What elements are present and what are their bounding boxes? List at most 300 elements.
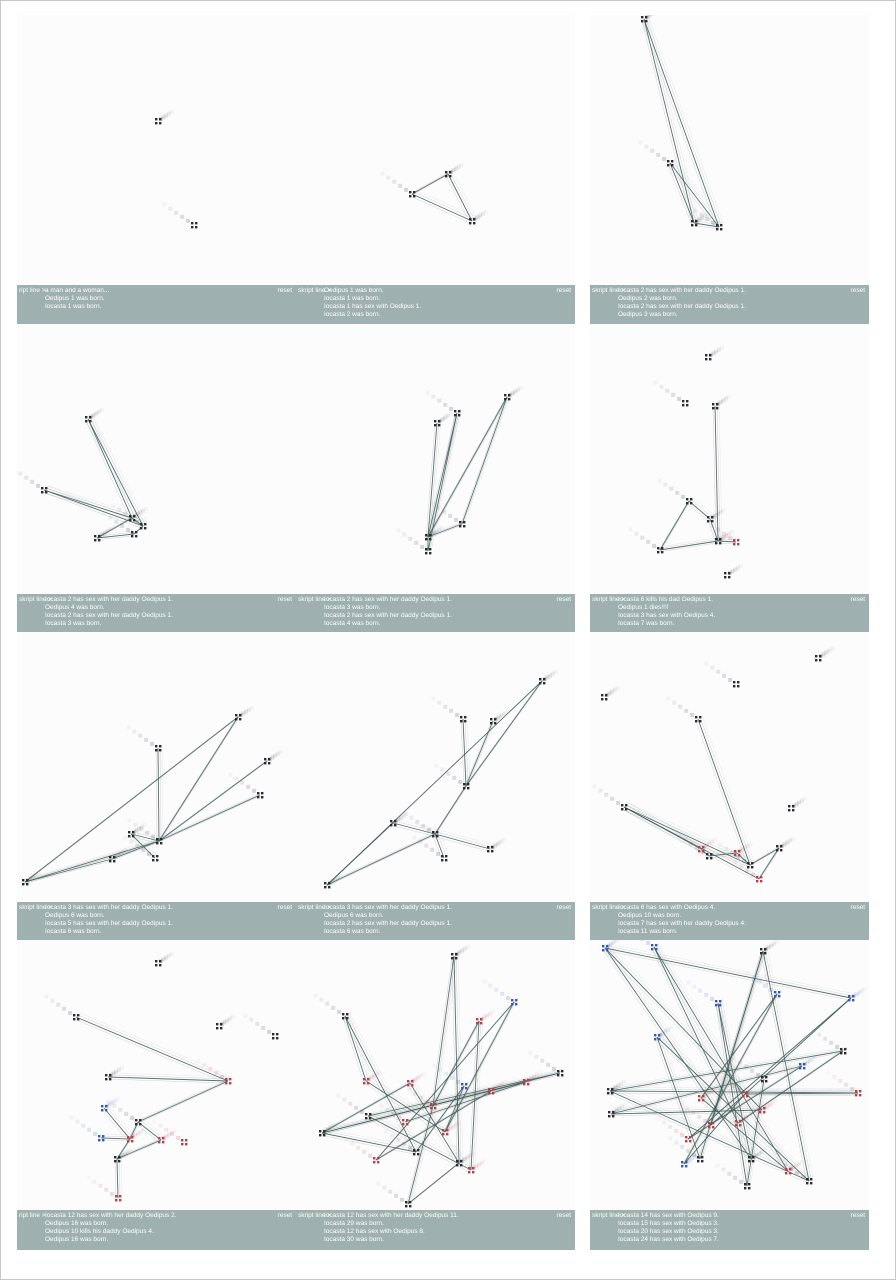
- node-trail: [180, 215, 184, 219]
- relation-edge: [372, 1112, 475, 1166]
- relation-edge: [716, 543, 734, 544]
- script-line-text: Oedipus 16 was born.: [45, 1220, 109, 1227]
- relation-edge: [25, 859, 112, 882]
- relation-edge: [752, 846, 781, 863]
- relation-edge: [754, 844, 783, 861]
- node-trail: [261, 1026, 265, 1030]
- reset-button[interactable]: reset: [850, 287, 865, 294]
- node-trail: [634, 532, 638, 536]
- script-line-text: Oedipus 1 dies!!!!: [618, 604, 669, 611]
- script-line-label: skript line >: [298, 1212, 332, 1219]
- node-trail: [337, 1010, 341, 1014]
- relation-edge: [662, 499, 691, 548]
- node-trail: [646, 941, 650, 945]
- relation-edge: [609, 944, 855, 994]
- node-trail: [440, 768, 444, 772]
- relation-edge: [115, 1161, 116, 1200]
- person-node: [155, 118, 161, 124]
- script-line-text: Iocasta 1 was born.: [324, 295, 381, 302]
- relation-edge: [345, 1016, 366, 1081]
- frame-panel-1: [17, 15, 296, 325]
- script-line-text: Iocasta 7 was born.: [618, 620, 675, 627]
- node-trail: [502, 838, 506, 842]
- person-node: [191, 222, 197, 228]
- node-trail: [279, 750, 283, 754]
- node-trail: [133, 823, 137, 827]
- relation-edge: [462, 397, 507, 524]
- node-trail: [644, 145, 648, 149]
- node-trail: [69, 1116, 73, 1120]
- relation-edge: [42, 492, 130, 520]
- relation-edge: [161, 715, 240, 839]
- node-trail: [267, 1030, 271, 1034]
- node-trail: [616, 686, 620, 690]
- script-line-text: Iocasta 6 kills his dad Oedipus 1.: [618, 596, 714, 603]
- relation-edge: [163, 791, 264, 837]
- relation-edge: [406, 1108, 431, 1206]
- reset-button[interactable]: reset: [277, 1212, 292, 1219]
- node-trail: [356, 1146, 360, 1150]
- relation-edge: [470, 677, 546, 782]
- network-visualization: [590, 324, 869, 594]
- iocasta-node: [158, 1137, 164, 1143]
- node-trail: [246, 785, 250, 789]
- script-line-text: Iocasta 12 has sex with her daddy Oedipus 2.: [45, 1212, 177, 1219]
- network-visualization: [296, 15, 575, 285]
- node-trail: [240, 781, 244, 785]
- node-trail: [313, 994, 317, 998]
- script-line-label: skript line >: [298, 287, 332, 294]
- node-trail: [402, 533, 406, 537]
- node-trail: [446, 772, 450, 776]
- node-trail: [684, 709, 688, 713]
- script-line-text: Oedipus 10 kills his daddy Oedipus 4.: [45, 1228, 154, 1235]
- relation-edge: [414, 192, 474, 219]
- network-visualization: [296, 324, 575, 594]
- script-line-label: skript line >: [19, 904, 53, 911]
- node-trail: [652, 544, 656, 548]
- relation-edge: [162, 744, 163, 837]
- relation-edge: [157, 763, 265, 843]
- node-trail: [449, 412, 453, 416]
- script-line-text: Oedipus 1 was born.: [324, 287, 384, 294]
- person-node: [140, 523, 146, 529]
- relation-edge: [117, 1159, 118, 1198]
- node-trail: [528, 1051, 532, 1055]
- node-trail: [604, 793, 608, 797]
- relation-edge: [437, 784, 468, 832]
- node-trail: [466, 945, 470, 949]
- node-trail: [638, 141, 642, 145]
- relation-edge: [23, 843, 157, 884]
- relation-edge: [628, 803, 763, 875]
- node-trail: [650, 149, 654, 153]
- node-trail: [110, 1192, 114, 1196]
- relation-edge: [29, 713, 242, 878]
- node-trail: [164, 1128, 168, 1132]
- script-line-bar: [17, 594, 296, 634]
- relation-edge: [450, 172, 474, 219]
- node-trail: [170, 952, 174, 956]
- node-trail: [404, 188, 408, 192]
- script-lines: [618, 904, 746, 936]
- relation-edge: [160, 746, 161, 839]
- node-trail: [617, 940, 621, 941]
- relation-edge: [608, 1093, 807, 1183]
- script-line-bar: [590, 902, 869, 942]
- node-trail: [243, 1014, 247, 1018]
- node-trail: [724, 847, 728, 851]
- node-trail: [452, 776, 456, 780]
- frame-panel-7: [17, 632, 296, 942]
- node-trail: [98, 1184, 102, 1188]
- relation-edge: [158, 748, 159, 841]
- node-trail: [677, 397, 681, 401]
- script-line-text: Iocasta 2 has sex with her daddy Oedipus 1.: [324, 920, 452, 927]
- relation-edge: [736, 1053, 841, 1125]
- relation-edge: [159, 761, 267, 841]
- node-trail: [519, 386, 523, 390]
- relation-edge: [408, 1106, 433, 1204]
- node-trail: [722, 674, 726, 678]
- script-line-text: Iocasta 1 was born.: [45, 303, 102, 310]
- node-trail: [342, 1098, 346, 1102]
- node-trail: [174, 211, 178, 215]
- script-line-bar: [590, 1210, 869, 1250]
- relation-edge: [426, 415, 455, 539]
- node-trail: [672, 701, 676, 705]
- node-trail: [692, 985, 696, 989]
- script-line-text: Iocasta 3 has sex with her daddy Oedipus 1.: [324, 904, 452, 911]
- relation-edge: [119, 1157, 120, 1196]
- relation-edge: [693, 497, 714, 515]
- node-trail: [681, 495, 685, 499]
- frame-panel-12: [590, 940, 869, 1250]
- script-line-bar: [296, 285, 575, 325]
- script-line-bar: [296, 902, 575, 942]
- network-visualization: [17, 632, 296, 902]
- node-trail: [112, 1104, 116, 1108]
- node-trail: [415, 820, 419, 824]
- node-trail: [81, 1124, 85, 1128]
- node-trail: [832, 1075, 836, 1079]
- relation-edge: [326, 1069, 564, 1129]
- node-trail: [662, 1121, 666, 1125]
- frame-panel-4: [17, 324, 296, 634]
- node-trail: [408, 537, 412, 541]
- relation-edge: [27, 715, 240, 880]
- node-trail: [449, 407, 453, 411]
- node-trail: [713, 838, 717, 842]
- node-trail: [414, 541, 418, 545]
- script-line-text: Iocasta 4 was born.: [324, 620, 381, 627]
- relation-edge: [702, 715, 754, 861]
- network-visualization: [296, 632, 575, 902]
- node-trail: [665, 389, 669, 393]
- reset-button[interactable]: reset: [850, 1212, 865, 1219]
- script-line-text: Iocasta 1 has sex with Oedipus 1.: [324, 303, 422, 310]
- node-trail: [18, 472, 22, 476]
- relation-edge: [448, 174, 472, 221]
- node-trail: [100, 408, 104, 412]
- node-trail: [674, 1129, 678, 1133]
- node-trail: [380, 172, 384, 176]
- node-trail: [817, 1033, 821, 1037]
- node-trail: [650, 15, 654, 16]
- node-trail: [592, 785, 596, 789]
- person-node: [705, 354, 711, 360]
- person-node: [413, 1149, 419, 1155]
- node-trail: [104, 1188, 108, 1192]
- node-trail: [863, 987, 867, 991]
- relation-edge: [140, 1079, 230, 1120]
- relation-edge: [446, 176, 470, 223]
- network-visualization: [590, 15, 869, 285]
- node-trail: [126, 726, 130, 730]
- node-trail: [424, 844, 428, 848]
- script-line-text: Iocasta 3 has sex with Oedipus 4.: [618, 612, 716, 619]
- node-trail: [354, 1106, 358, 1110]
- reset-button[interactable]: reset: [556, 904, 571, 911]
- relation-edge: [156, 750, 157, 843]
- person-node: [272, 1033, 278, 1039]
- script-line-text: Iocasta 3 has sex with her daddy Oedipus 1.: [45, 904, 173, 911]
- node-trail: [325, 1002, 329, 1006]
- node-trail: [231, 1015, 235, 1019]
- node-trail: [666, 697, 670, 701]
- person-node: [724, 572, 730, 578]
- script-line-text: Iocasta 20 has sex with Oedipus 3.: [618, 1228, 719, 1235]
- node-trail: [234, 777, 238, 781]
- relation-edge: [25, 717, 238, 882]
- reset-button[interactable]: reset: [850, 904, 865, 911]
- relation-edge: [430, 395, 509, 535]
- relation-edge: [466, 681, 542, 786]
- node-trail: [143, 823, 147, 827]
- node-trail: [431, 395, 435, 399]
- node-trail: [657, 479, 661, 483]
- node-trail: [186, 219, 190, 223]
- node-trail: [716, 670, 720, 674]
- relation-edge: [644, 19, 719, 227]
- node-trail: [656, 1117, 660, 1121]
- relation-edge: [644, 19, 694, 223]
- relation-edge: [331, 830, 439, 881]
- node-trail: [844, 1083, 848, 1087]
- script-line-label: skript line >: [19, 596, 53, 603]
- node-trail: [699, 213, 703, 217]
- node-trail: [379, 1104, 383, 1108]
- node-trail: [750, 1069, 754, 1073]
- node-trail: [710, 997, 714, 1001]
- relation-edge: [414, 172, 450, 192]
- node-trail: [552, 1067, 556, 1071]
- relation-edge: [161, 759, 269, 839]
- script-line-text: Oedipus 1 was born.: [45, 295, 105, 302]
- relation-edge: [646, 17, 696, 221]
- script-line-text: Oedipus 10 was born.: [618, 912, 682, 919]
- relation-edge: [416, 190, 476, 217]
- relation-edge: [406, 1165, 457, 1206]
- script-line-text: Oedipus 3 was born.: [618, 311, 678, 318]
- node-trail: [120, 1066, 124, 1070]
- node-trail: [826, 1071, 830, 1075]
- relation-edge: [763, 844, 783, 875]
- script-lines: [324, 904, 452, 936]
- reset-button[interactable]: reset: [277, 904, 292, 911]
- relation-edge: [78, 1015, 230, 1079]
- node-trail: [170, 110, 174, 114]
- relation-edge: [648, 15, 723, 223]
- relation-edge: [642, 21, 717, 229]
- node-trail: [68, 1011, 72, 1015]
- script-line-text: Iocasta 12 has sex with her daddy Oedipus 11.: [324, 1212, 459, 1219]
- node-trail: [430, 848, 434, 852]
- script-line-text: Oedipus 6 was born.: [45, 912, 105, 919]
- relation-edge: [331, 819, 397, 881]
- relation-edge: [464, 395, 509, 522]
- relation-edge: [327, 834, 435, 885]
- node-trail: [494, 988, 498, 992]
- node-trail: [444, 1072, 448, 1076]
- node-trail: [455, 713, 459, 717]
- node-trail: [690, 713, 694, 717]
- node-trail: [691, 1111, 695, 1115]
- reset-button[interactable]: reset: [556, 1212, 571, 1219]
- node-trail: [686, 981, 690, 985]
- node-trail: [830, 647, 834, 651]
- node-trail: [176, 1136, 180, 1140]
- node-trail: [396, 529, 400, 533]
- relation-edge: [138, 1081, 228, 1122]
- script-line-label: ript line >: [19, 1212, 46, 1219]
- script-line-text: Iocasta 3 was born.: [324, 604, 381, 611]
- node-trail: [127, 819, 131, 823]
- relation-edge: [412, 174, 448, 194]
- node-trail: [704, 662, 708, 666]
- node-trail: [396, 1138, 400, 1142]
- network-visualization: [17, 940, 296, 1210]
- node-trail: [118, 1108, 122, 1112]
- node-trail: [482, 980, 486, 984]
- node-trail: [158, 1124, 162, 1128]
- script-line-label: skript line >: [592, 904, 626, 911]
- reset-button[interactable]: reset: [277, 596, 292, 603]
- script-line-text: Oedipus 4 was born.: [45, 604, 105, 611]
- relation-edge: [320, 1075, 558, 1135]
- node-trail: [24, 476, 28, 480]
- node-trail: [646, 540, 650, 544]
- person-node: [441, 855, 447, 861]
- script-lines: [618, 287, 746, 319]
- node-trail: [715, 1164, 719, 1168]
- node-trail: [656, 153, 660, 157]
- relation-edge: [112, 841, 159, 859]
- script-line-text: Iocasta 2 has sex with her daddy Oedipus 1.: [618, 303, 746, 310]
- script-line-text: Iocasta 6 was born.: [45, 928, 102, 935]
- script-lines: [324, 596, 452, 628]
- relation-edge: [614, 1087, 813, 1177]
- node-trail: [623, 1103, 627, 1107]
- network-visualization: [296, 940, 575, 1210]
- script-line-text: Iocasta 5 has sex with her daddy Oedipus 1.: [45, 920, 173, 927]
- reset-button[interactable]: reset: [556, 596, 571, 603]
- script-line-text: Iocasta 11 was born.: [618, 928, 678, 935]
- node-trail: [93, 1132, 97, 1136]
- script-line-bar: [590, 594, 869, 634]
- node-trail: [721, 1168, 725, 1172]
- script-line-text: Iocasta 30 was born.: [324, 1236, 384, 1243]
- reset-button[interactable]: reset: [556, 287, 571, 294]
- script-line-text: Iocasta 6 has sex with Oedipus 4.: [618, 904, 716, 911]
- relation-edge: [325, 836, 433, 887]
- node-trail: [653, 381, 657, 385]
- relation-edge: [658, 943, 792, 1167]
- network-visualization: [17, 15, 296, 285]
- node-trail: [75, 1120, 79, 1124]
- node-trail: [838, 1079, 842, 1083]
- node-trail: [791, 837, 795, 841]
- script-line-label: skript line >: [592, 1212, 626, 1219]
- node-trail: [350, 1142, 354, 1146]
- script-lines: [618, 1212, 719, 1244]
- script-line-bar: [17, 902, 296, 942]
- node-trail: [829, 1041, 833, 1045]
- node-trail: [662, 157, 666, 161]
- node-trail: [454, 518, 458, 522]
- relation-edge: [322, 1133, 416, 1152]
- node-trail: [390, 1134, 394, 1138]
- relation-edge: [106, 1079, 226, 1083]
- node-trail: [739, 1180, 743, 1184]
- relation-edge: [76, 1017, 228, 1081]
- node-trail: [173, 1129, 177, 1133]
- iocasta-node: [181, 1139, 187, 1145]
- node-trail: [506, 996, 510, 1000]
- person-node: [733, 681, 739, 687]
- node-trail: [336, 1094, 340, 1098]
- script-line-label: skript line >: [298, 596, 332, 603]
- node-trail: [669, 487, 673, 491]
- person-node: [216, 1023, 222, 1029]
- node-trail: [443, 705, 447, 709]
- node-trail: [680, 1145, 684, 1149]
- node-trail: [319, 998, 323, 1002]
- relation-edge: [108, 1077, 228, 1081]
- script-line-text: Iocasta 6 was born.: [324, 928, 381, 935]
- node-trail: [730, 530, 734, 534]
- node-trail: [668, 1125, 672, 1129]
- frame-panel-3: [590, 15, 869, 325]
- node-trail: [409, 816, 413, 820]
- reset-button[interactable]: reset: [277, 287, 292, 294]
- script-lines: [324, 287, 421, 319]
- script-line-text: Iocasta 3 was born.: [45, 620, 102, 627]
- node-trail: [803, 797, 807, 801]
- script-lines: [618, 596, 715, 628]
- node-trail: [386, 176, 390, 180]
- node-trail: [727, 1172, 731, 1176]
- relation-edge: [691, 499, 712, 517]
- reset-button[interactable]: reset: [850, 596, 865, 603]
- node-trail: [420, 545, 424, 549]
- node-trail: [671, 393, 675, 397]
- node-trail: [368, 1154, 372, 1158]
- node-trail: [30, 480, 34, 484]
- script-line-text: Iocasta 2 has sex with her daddy Oedipus 1.: [324, 596, 452, 603]
- node-trail: [92, 1180, 96, 1184]
- script-line-bar: [296, 1210, 575, 1250]
